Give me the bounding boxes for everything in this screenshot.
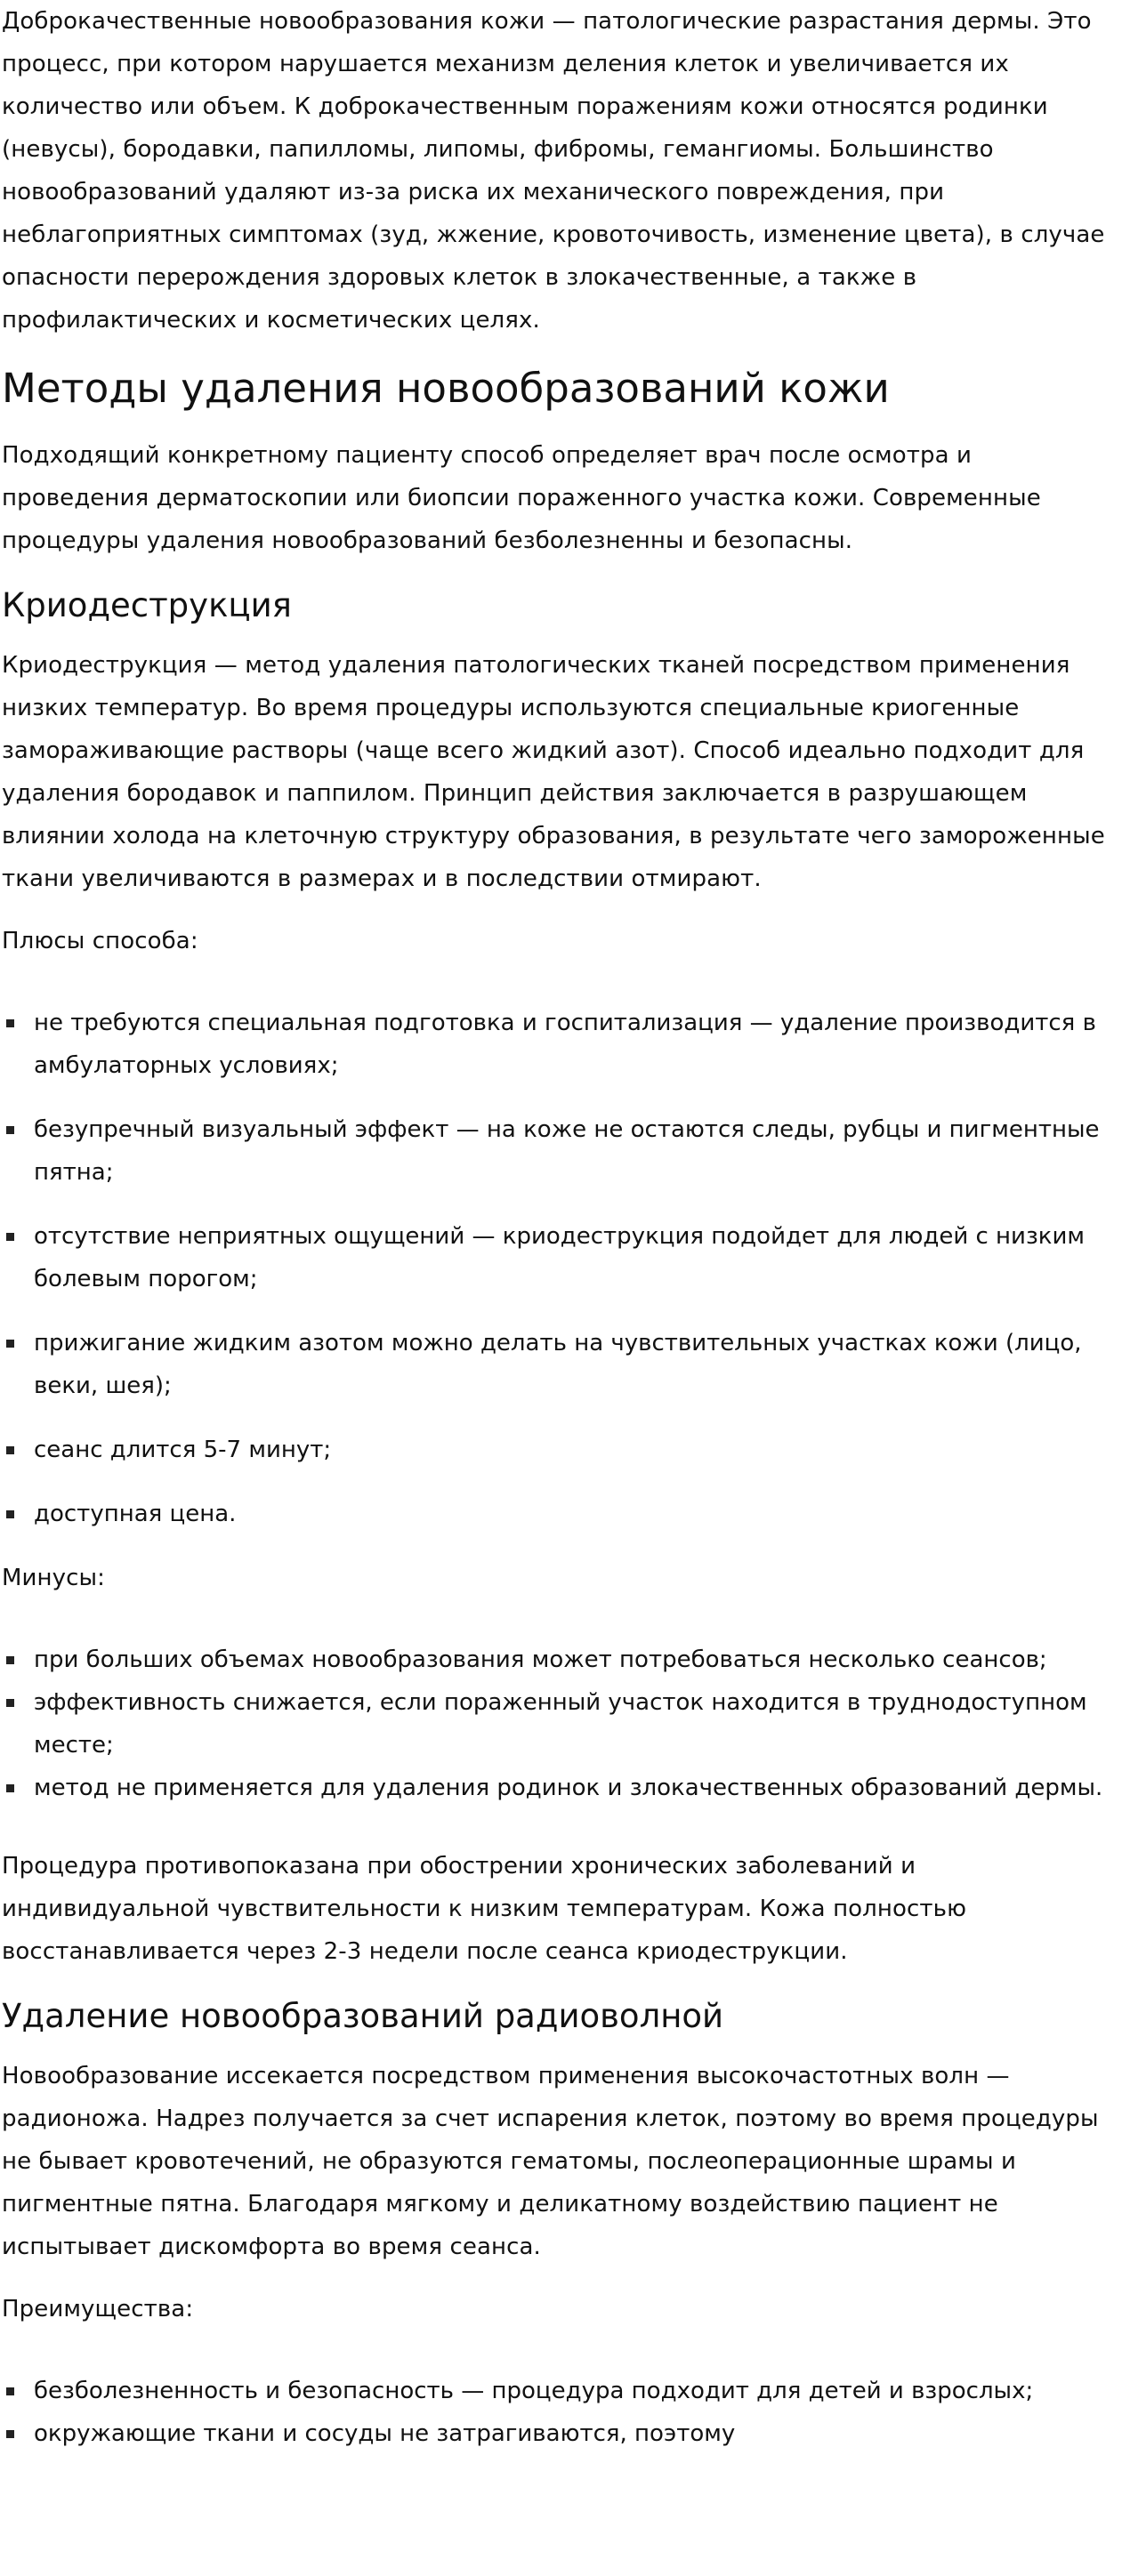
list-item: окружающие ткани и сосуды не затрагиваются, поэтому — [2, 2412, 1121, 2455]
list-item: метод не применяется для удаления родинок и злокачественных образований дермы. — [2, 1767, 1121, 1809]
radio-adv-list — [2, 2370, 1121, 2455]
methods-paragraph: Подходящий конкретному пациенту способ определяет врач после осмотра и проведения дерматоскопии или биопсии пораженного участка кожи. Современные процедуры удаления новообразований безболезненны и безопасны. — [2, 442, 1041, 554]
list-item: не требуются специальная подготовка и госпитализация — удаление производится в амбулаторных условиях; — [2, 1002, 1121, 1087]
cryo-cons-label: Минусы: — [2, 1565, 105, 1591]
list-item: безупречный визуальный эффект — на коже не остаются следы, рубцы и пигментные пятна; — [2, 1108, 1121, 1194]
cryo-after-paragraph: Процедура противопоказана при обострении хронических заболеваний и индивидуальной чувствительности к низким температурам. Кожа полностью восстанавливается через 2-3 недели после сеанса криодеструкции. — [2, 1853, 967, 1965]
list-item: безболезненность и безопасность — процедура подходит для детей и взрослых; — [2, 2370, 1121, 2412]
list-item: доступная цена. — [2, 1493, 1121, 1535]
list-item: эффективность снижается, если пораженный участок находится в труднодоступном месте; — [2, 1681, 1121, 1767]
cryo-pros-list — [2, 1002, 1121, 1535]
methods-heading: Методы удаления новообразований кожи — [2, 365, 890, 412]
list-item: отсутствие неприятных ощущений — криодеструкция подойдет для людей с низким болевым порогом; — [2, 1215, 1121, 1300]
list-item: сеанс длится 5-7 минут; — [2, 1429, 1121, 1471]
cryo-heading: Криодеструкция — [2, 586, 292, 624]
cryo-pros-label: Плюсы способа: — [2, 928, 198, 954]
intro-paragraph: Доброкачественные новообразования кожи — патологические разрастания дермы. Это процесс, при котором нарушается механизм деления клеток и увеличивается их количество или объем. К доброкачественным поражениям кожи относятся родинки (невусы), бородавки, папилломы, липомы, фибромы, гемангиомы. Большинство новообразований удаляют из-за риска их механического повреждения, при неблагоприятных симптомах (зуд, жжение, кровоточивость, изменение цвета), в случае опасности перерождения здоровых клеток в злокачественные, а также в профилактических и косметических целях. — [2, 8, 1105, 334]
cryo-cons-list — [2, 1638, 1121, 1809]
cryo-paragraph: Криодеструкция — метод удаления патологических тканей посредством применения низких температур. Во время процедуры используются специальные криогенные замораживающие растворы (чаще всего жидкий азот). Способ идеально подходит для удаления бородавок и паппилом. Принцип действия заключается в разрушающем влиянии холода на клеточную структуру образования, в результате чего замороженные ткани увеличиваются в размерах и в последствии отмирают. — [2, 652, 1105, 892]
radio-adv-label: Преимущества: — [2, 2296, 194, 2322]
list-item: прижигание жидким азотом можно делать на чувствительных участках кожи (лицо, веки, шея); — [2, 1322, 1121, 1407]
radio-heading: Удаление новообразований радиоволной — [2, 1997, 724, 2035]
list-item: при больших объемах новообразования может потребоваться несколько сеансов; — [2, 1638, 1121, 1681]
radio-paragraph: Новообразование иссекается посредством применения высокочастотных волн — радионожа. Надрез получается за счет испарения клеток, поэтому во время процедуры не бывает кровотечений, не образуются гематомы, послеоперационные шрамы и пигментные пятна. Благодаря мягкому и деликатному воздействию пациент не испытывает дискомфорта во время сеанса. — [2, 2063, 1099, 2260]
